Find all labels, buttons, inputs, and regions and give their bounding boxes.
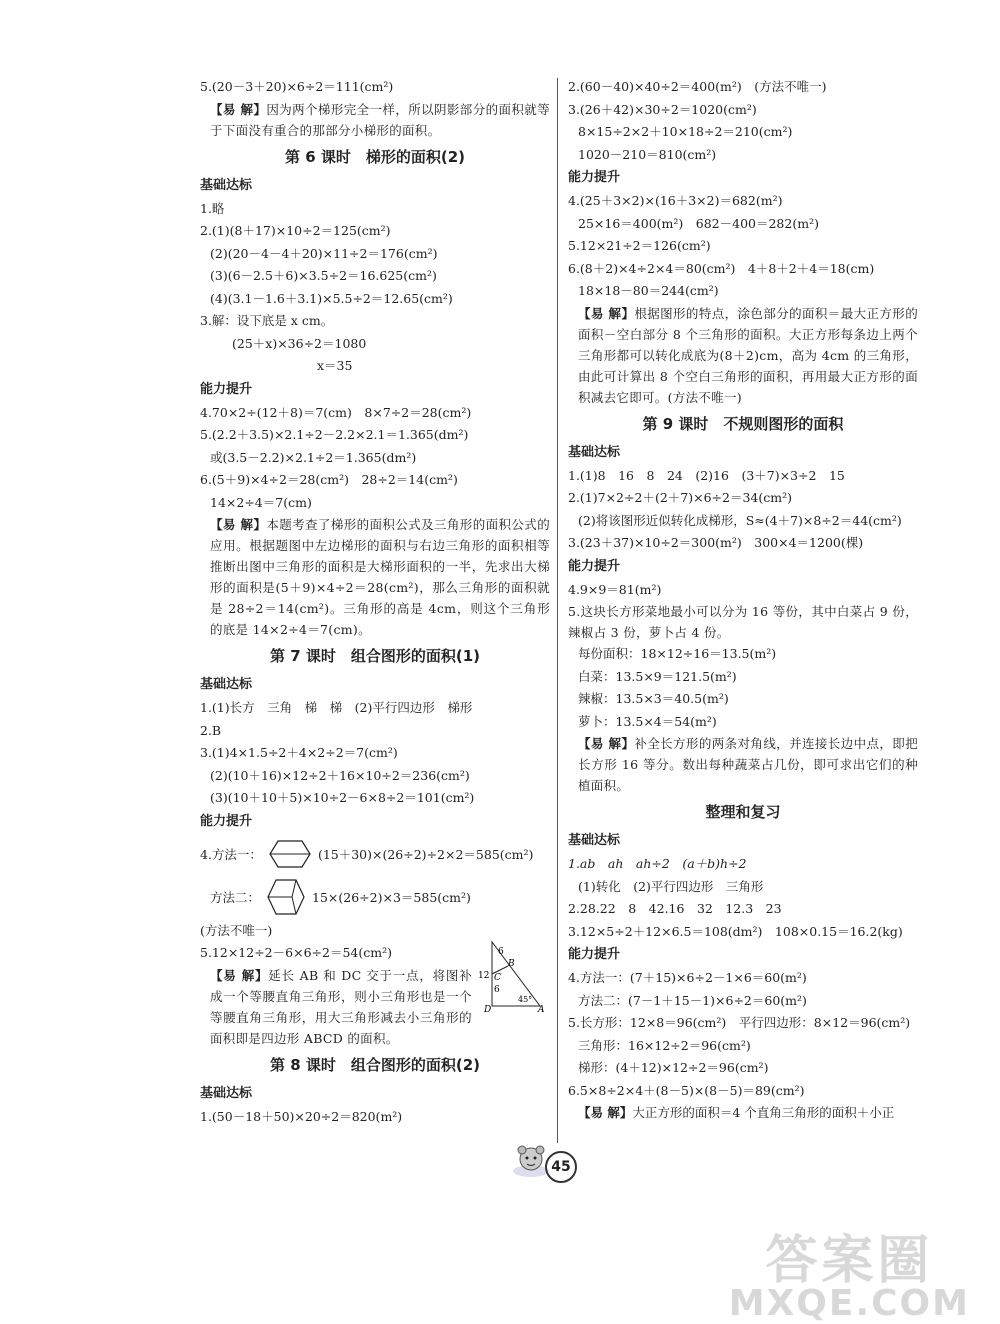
answer-item: (3)(6－2.5＋6)×3.5÷2＝16.625(cm²) [210,268,437,283]
equation: x＝35 [317,358,353,373]
answer-item: 2.28.22 8 42.16 32 12.3 23 [568,901,782,916]
lesson-title: 整理和复习 [705,803,781,821]
explanation [568,733,918,796]
item-5-block [200,942,550,1049]
explanation [200,514,550,640]
explanation [568,1102,918,1125]
method-expression: (15＋30)×(26÷2)÷2×2＝585(cm²) [317,846,534,862]
explanation-label: 【易 解】 [578,1105,633,1120]
answer-item: 5.12×12÷2－6×6÷2＝54(cm²) [200,945,392,960]
answer-item: 5.(2.2＋3.5)×2.1÷2－2.2×2.1＝1.365(dm²) [200,427,469,442]
answer-item: (3)(10＋10＋5)×10÷2－6×8÷2＝101(cm²) [210,790,475,805]
answer-item: 白菜：13.5×9＝121.5(m²) [578,668,737,684]
explanation-label: 【易 解】 [578,305,635,321]
lesson-title: 第 8 课时 组合图形的面积(2) [269,1055,481,1074]
answer-item: 方法二：(7－1＋15－1)×6÷2＝60(m²) [578,992,807,1008]
answer-item: 14×2÷4＝7(cm) [210,494,312,510]
explanation-text: 补全长方形的两条对角线，并连接长边中点，即把长方形 16 等分。数出每种蔬菜占几份，即可求出它们的种植面积。 [578,736,918,793]
figure-label-c: C [494,973,501,983]
explanation-text: 根据图形的特点，涂色部分的面积＝最大正方形的面积－空白部分 8 个三角形的面积。大正方形每条边上两个三角形都可以转化成底为(8＋2)cm，高为 4cm 的三角形，由此可计算出 8 个空白三角形的面积，再用最大正方形的面积减去它即可。(方法不唯一) [578,305,918,405]
method-label: 方法二： [210,889,261,905]
answer-item: 2.(60－40)×40÷2＝400(m²) (方法不唯一) [568,79,827,94]
lesson-title: 第 6 课时 梯形的面积(2) [284,147,466,166]
answer-item: 5.长方形：12×8＝96(cm²) 平行四边形：8×12＝96(cm²) [568,1015,911,1030]
figure-label-a: A [538,1005,545,1014]
right-column [568,76,918,1125]
figure-label-12: 12 [478,971,490,981]
explanation-label: 【易 解】 [210,101,267,117]
answer-item: 三角形：16×12÷2＝96(cm²) [578,1037,751,1053]
answer-item: 6.(5＋9)×4÷2＝28(cm²) 28÷2＝14(cm²) [200,472,458,487]
section-heading: 基础达标 [200,677,253,692]
answer-item: (4)(3.1－1.6＋3.1)×5.5÷2＝12.65(cm²) [210,290,453,306]
section-heading: 基础达标 [568,833,621,848]
hexagon-split-trapezoid-icon [268,839,312,869]
section-heading: 基础达标 [200,1085,253,1101]
figure-label-6-top: 6 [498,947,504,957]
figure-label-d: D [484,1005,492,1014]
answer-item: 或(3.5－2.2)×2.1÷2＝1.365(dm²) [210,449,417,465]
explanation [568,303,918,408]
answer-item: 5.(20－3＋20)×6÷2＝111(cm²) [200,79,394,94]
figure-label-6-mid: 6 [494,985,500,995]
answer-item: 3.12×5÷2＋12×6.5＝108(dm²) 108×0.15＝16.2(kg) [568,923,903,939]
explanation-label: 【易 解】 [210,967,269,983]
answer-item: 18×18－80＝244(cm²) [578,283,719,298]
answer-item: 1.略 [200,200,225,216]
page-number: 45 [545,1151,577,1183]
answer-item: 2.(1)7×2÷2＋(2＋7)×6÷2＝34(cm²) [568,490,792,505]
answer-item: (2)将该图形近似转化成梯形，S≈(4＋7)×8÷2＝44(cm²) [578,512,902,528]
section-heading: 基础达标 [200,177,253,193]
answer-item: 3.(1)4×1.5÷2＋4×2÷2＝7(cm²) [200,745,398,760]
method-expression: 15×(26÷2)×3＝585(cm²) [312,889,471,905]
explanation-label: 【易 解】 [578,736,635,751]
figure-label-angle: 45° [518,995,533,1004]
note: (方法不唯一) [200,922,273,938]
section-heading: 能力提升 [568,170,621,185]
explanation-text: 本题考查了梯形的面积公式及三角形的面积公式的应用。根据题图中左边梯形的面积与右边三角形的面积相等推断出图中三角形的面积是大梯形面积的一半，先求出大梯形的面积是(5＋9)×4÷2＝28(cm²)，那么三角形的面积就是 28÷2＝14(cm²)。三角形的高是 4cm，则这个三角形的底是 14×2÷4＝7(cm)。 [210,517,550,637]
answer-item: 4.(25＋3×2)×(16＋3×2)＝682(m²) [568,193,783,208]
answer-item: 3.解：设下底是 x cm。 [200,313,334,328]
answer-item: 3.(23＋37)×10÷2＝300(m²) 300×4＝1200(棵) [568,535,864,550]
section-heading: 能力提升 [568,947,621,962]
equation: (25＋x)×36÷2＝1080 [232,335,367,351]
answer-item: 每份面积：18×12÷16＝13.5(m²) [578,646,777,661]
answer-item: (2)(10＋16)×12÷2＋16×10÷2＝236(cm²) [210,767,470,783]
explanation [200,99,550,141]
explanation-text: 大正方形的面积＝4 个直角三角形的面积＋小正 [632,1105,895,1120]
answer-item: 4.方法一：(7＋15)×6÷2－1×6＝60(m²) [568,970,807,985]
answer-item: 1.(1)8 16 8 24 (2)16 (3＋7)×3÷2 15 [568,467,845,483]
lesson-title: 第 9 课时 不规则图形的面积 [642,414,844,433]
answer-item: 1.ab ah ah÷2 (a＋b)h÷2 [568,856,747,871]
answer-item: 3.(26＋42)×30÷2＝1020(cm²) [568,101,757,117]
watermark [729,1218,970,1324]
explanation [200,965,472,1049]
answer-item: 4.9×9＝81(m²) [568,581,662,597]
answer-item: 25×16＝400(m²) 682－400＝282(m²) [578,215,819,231]
method-one-row [200,834,550,874]
answer-item: 6.5×8÷2×4＋(8－5)×(8－5)＝89(cm²) [568,1082,805,1098]
answer-item: 梯形：(4＋12)×12÷2＝96(cm²) [578,1060,769,1075]
answer-item: 1.(1)长方 三角 梯 梯 (2)平行四边形 梯形 [200,700,473,715]
section-heading: 基础达标 [568,444,621,460]
answer-item: 5.12×21÷2＝126(cm²) [568,238,711,253]
watermark-url: MXQE.COM [728,1283,970,1324]
answer-item: 2.(1)(8＋17)×10÷2＝125(cm²) [200,223,391,238]
watermark-text: 答案圈 [765,1231,934,1291]
answer-item: 6.(8＋2)×4÷2×4＝80(cm²) 4＋8＋2＋4＝18(cm) [568,260,875,276]
hexagon-split-rhombus-icon [266,877,306,917]
answer-item: 萝卜：13.5×4＝54(m²) [578,713,717,729]
answer-item: 5.这块长方形菜地最小可以分为 16 等份，其中白菜占 9 份，辣椒占 3 份，萝卜占 4 份。 [568,604,918,640]
answer-item: (2)(20－4－4＋20)×11÷2＝176(cm²) [210,245,438,261]
explanation-label: 【易 解】 [210,517,267,532]
answer-item: 2.B [200,722,222,738]
method-label: 4.方法一： [200,846,262,862]
answer-item: 辣椒：13.5×3＝40.5(m²) [578,691,729,706]
explanation-text: 因为两个梯形完全一样，所以阴影部分的面积就等于下面没有重合的那部分小梯形的面积。 [210,101,550,138]
answer-item: (1)转化 (2)平行四边形 三角形 [578,878,764,894]
answer-item: 1020－210＝810(cm²) [578,146,717,162]
answer-item: 1.(50－18＋50)×20÷2＝820(m²) [200,1108,403,1124]
figure-label-b: B [508,959,515,969]
answer-item: 4.70×2÷(12＋8)＝7(cm) 8×7÷2＝28(cm²) [200,404,472,420]
left-column [200,76,550,1128]
section-heading: 能力提升 [568,558,621,574]
lesson-title: 第 7 课时 组合图形的面积(1) [269,647,481,665]
method-two-row [200,874,550,920]
explanation-text: 延长 AB 和 DC 交于一点，将图补成一个等腰直角三角形，则小三角形也是一个等腰直角三角形，用大三角形减去小三角形的面积即是四边形 ABCD 的面积。 [210,967,472,1046]
section-heading: 能力提升 [200,381,253,397]
column-divider [557,78,558,1143]
section-heading: 能力提升 [200,813,253,829]
right-triangle-figure [474,938,546,1014]
answer-item: 8×15÷2×2＋10×18÷2＝210(cm²) [578,124,793,139]
